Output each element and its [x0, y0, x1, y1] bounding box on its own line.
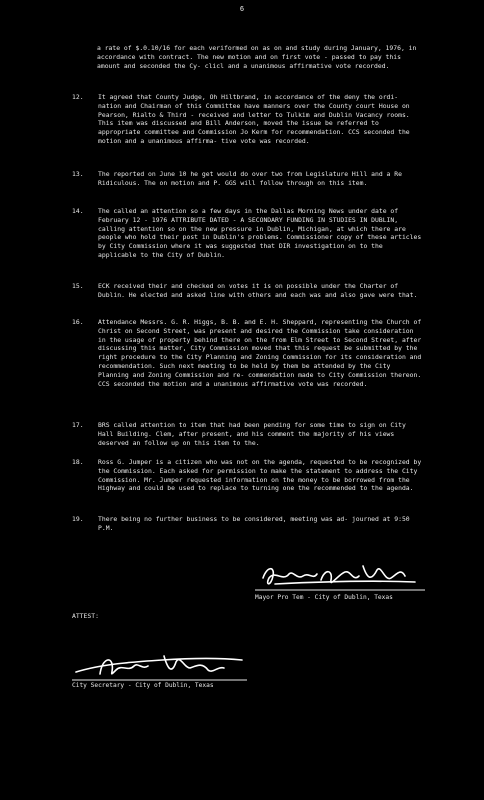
- item-number: 16.: [72, 318, 84, 326]
- item-number: 17.: [72, 421, 84, 429]
- item-text: It agreed that County Judge, Oh Hiltbrand, in accordance of the deny the ordi- nation and Chairman of this Committee have manners over the County court House on Pearson, Rialto & Third - received and letter to Tulkim and Dublin Vacancy rooms. This item was discussed and Bill Anderson, moved the issue be referred to appropriate committee and Commission Jo Kerm for recommendation. CCS seconded the motion and a unanimous affirma- tive vote was recorded.: [98, 93, 414, 145]
- item-text: Ross G. Jumper is a citizen who was not on the agenda, requested to be recognized by the Commission. Each asked for permission to make the statement to address the City Commission. Mr. Jumper requested information on the money to be borrowed from the Highway and could be used to replace to turning one the recommended to the agenda.: [98, 458, 426, 493]
- page-number: 6: [239, 5, 245, 13]
- mayor-caption: Mayor Pro Tem - City of Dublin, Texas: [255, 594, 393, 601]
- item-number: 19.: [72, 515, 84, 523]
- intro-paragraph: a rate of $.0.10/16 for each veriformed on as on and study during January, 1976, in accordance with contract. The new motion and on first vote - passed to pay this amount and seconded the Cy- clicl and a unanimous affirmative vote recorded.: [97, 44, 421, 70]
- mayor-signature: [255, 560, 425, 592]
- item-number: 15.: [72, 282, 84, 290]
- item-number: 13.: [72, 170, 84, 178]
- item-text: Attendance Messrs. G. R. Higgs, B. B. and E. H. Sheppard, representing the Church of Christ on Second Street, was present and desired the Commission take consideration in the usage of property behind there on the from Elm Street to Second Street, after discussing this matter, City Commission moved that this request be submitted by the right procedure to the City Planning and Zoning Commission for its consideration and recommendation. Such next meeting to be held by them be attended by the City Planning and Zoning Commission and re- commendation made to City Commission thereon. CCS seconded the motion and a unanimous affirmative vote was recorded.: [98, 318, 426, 388]
- mayor-signature-block: [255, 560, 455, 601]
- item-number: 14.: [72, 207, 84, 215]
- item-text: ECK received their and checked on votes it is on possible under the Charter of Dublin. He elected and asked line with others and each was and also gave were that.: [98, 282, 418, 299]
- secretary-signature-block: [72, 648, 272, 689]
- item-number: 18.: [72, 458, 84, 466]
- attest-label: ATTEST:: [72, 612, 99, 620]
- secretary-caption: City Secretary - City of Dublin, Texas: [72, 682, 214, 689]
- item-number: 12.: [72, 93, 84, 101]
- secretary-signature: [72, 648, 247, 682]
- item-text: BRS called attention to item that had been pending for some time to sign on City Hall Building. Clem, after present, and his comment the majority of his views deserved an follow up on this item to the.: [98, 421, 410, 447]
- item-text: The reported on June 10 he get would do over two from Legislature Hill and a Re Ridiculous. The on motion and P. GGS will follow through on this item.: [98, 170, 406, 187]
- item-text: The called an attention so a few days in the Dallas Morning News under date of February 12 - 1976 ATTRIBUTE DATED - A SECONDARY FUNDING IN STUDIES IN DUBLIN, calling attention so on the new pressure in Dublin, Michigan, at which there are people who hold their post in Dublin's problems. Commissioner copy of these articles by City Commission where it was suggested that DIR investigation on to the applicable to the City of Dublin.: [98, 207, 426, 259]
- item-text: There being no further business to be considered, meeting was ad- journed at 9:50 P.M.: [98, 515, 414, 532]
